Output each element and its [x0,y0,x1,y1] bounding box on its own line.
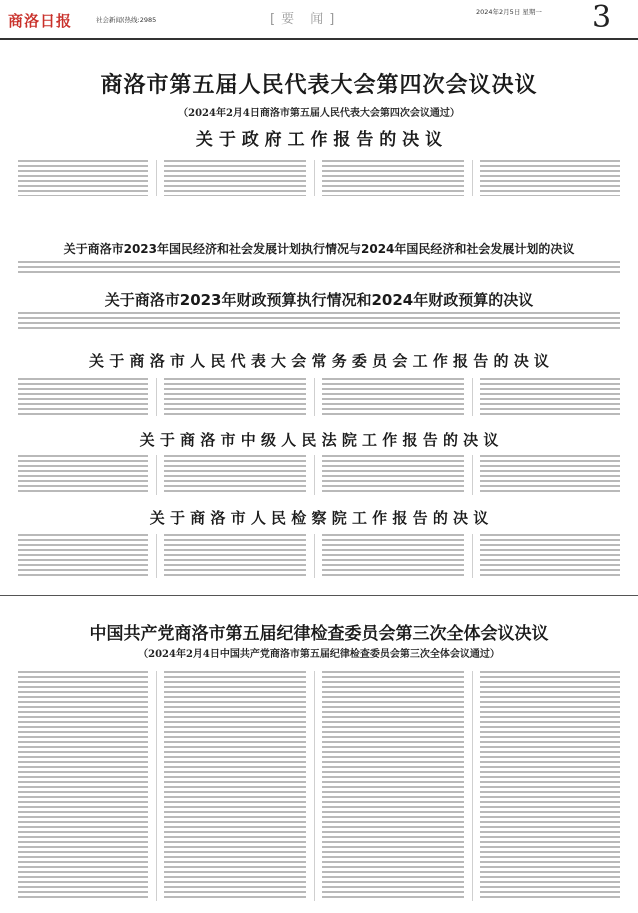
headline-procuratorate: 关 于 商 洛 市 人 民 检 察 院 工 作 报 告 的 决 议 [149,509,489,527]
text-column [322,378,464,416]
headline-standing-committee: 关 于 商 洛 市 人 民 代 表 大 会 常 务 委 员 会 工 作 报 告 的 决 议 [89,352,549,370]
column-divider [314,534,315,578]
text-column [18,534,148,578]
section-divider [0,595,638,596]
article-body-budget [18,312,620,331]
text-column [322,455,464,495]
text-column [18,455,148,495]
headline-government-report: 关 于 政 府 工 作 报 告 的 决 议 [195,130,443,150]
headline-development-plan: 关于商洛市2023年国民经济和社会发展计划执行情况与2024年国民经济和社会发展计划的决议 [63,242,575,256]
column-divider [472,455,473,495]
masthead-rule [0,38,638,40]
issue-date: 2024年2月5日 星期一 [476,8,542,16]
section-tag: [要 闻] [270,12,341,27]
text-column [480,455,620,495]
column-divider [156,160,157,196]
column-divider [472,671,473,901]
column-divider [472,534,473,578]
column-divider [314,455,315,495]
headline-congress-resolution: 商洛市第五届人民代表大会第四次会议决议 [100,73,538,98]
text-column [164,671,306,901]
text-column [322,160,464,196]
text-column [480,534,620,578]
text-column [18,671,148,901]
headline-budget: 关于商洛市2023年财政预算执行情况和2024年财政预算的决议 [104,291,534,309]
text-column [322,671,464,901]
subtitle-congress-resolution: （2024年2月4日商洛市第五届人民代表大会第四次会议通过） [178,108,460,119]
newspaper-logo: 商洛日报 [8,12,73,30]
text-column [164,455,306,495]
headline-discipline-commission: 中国共产党商洛市第五届纪律检查委员会第三次全体会议决议 [89,624,549,644]
column-divider [472,378,473,416]
article-body-development-plan [18,261,620,273]
text-column [18,160,148,196]
text-column [322,534,464,578]
text-column [480,160,620,196]
text-column [164,378,306,416]
text-column [164,160,306,196]
column-divider [314,671,315,901]
headline-intermediate-court: 关 于 商 洛 市 中 级 人 民 法 院 工 作 报 告 的 决 议 [139,431,499,449]
column-divider [156,534,157,578]
column-divider [314,378,315,416]
subtitle-discipline-commission: （2024年2月4日中国共产党商洛市第五届纪律检查委员会第三次全体会议通过） [138,649,500,660]
text-column [480,671,620,901]
column-divider [156,671,157,901]
page-number: 3 [592,0,612,35]
text-column [480,378,620,416]
column-divider [156,455,157,495]
column-divider [472,160,473,196]
column-divider [314,160,315,196]
section-hotline: 社会新闻(热线:2985 [96,16,157,24]
text-column [18,378,148,416]
column-divider [156,378,157,416]
text-column [164,534,306,578]
masthead [0,0,638,38]
